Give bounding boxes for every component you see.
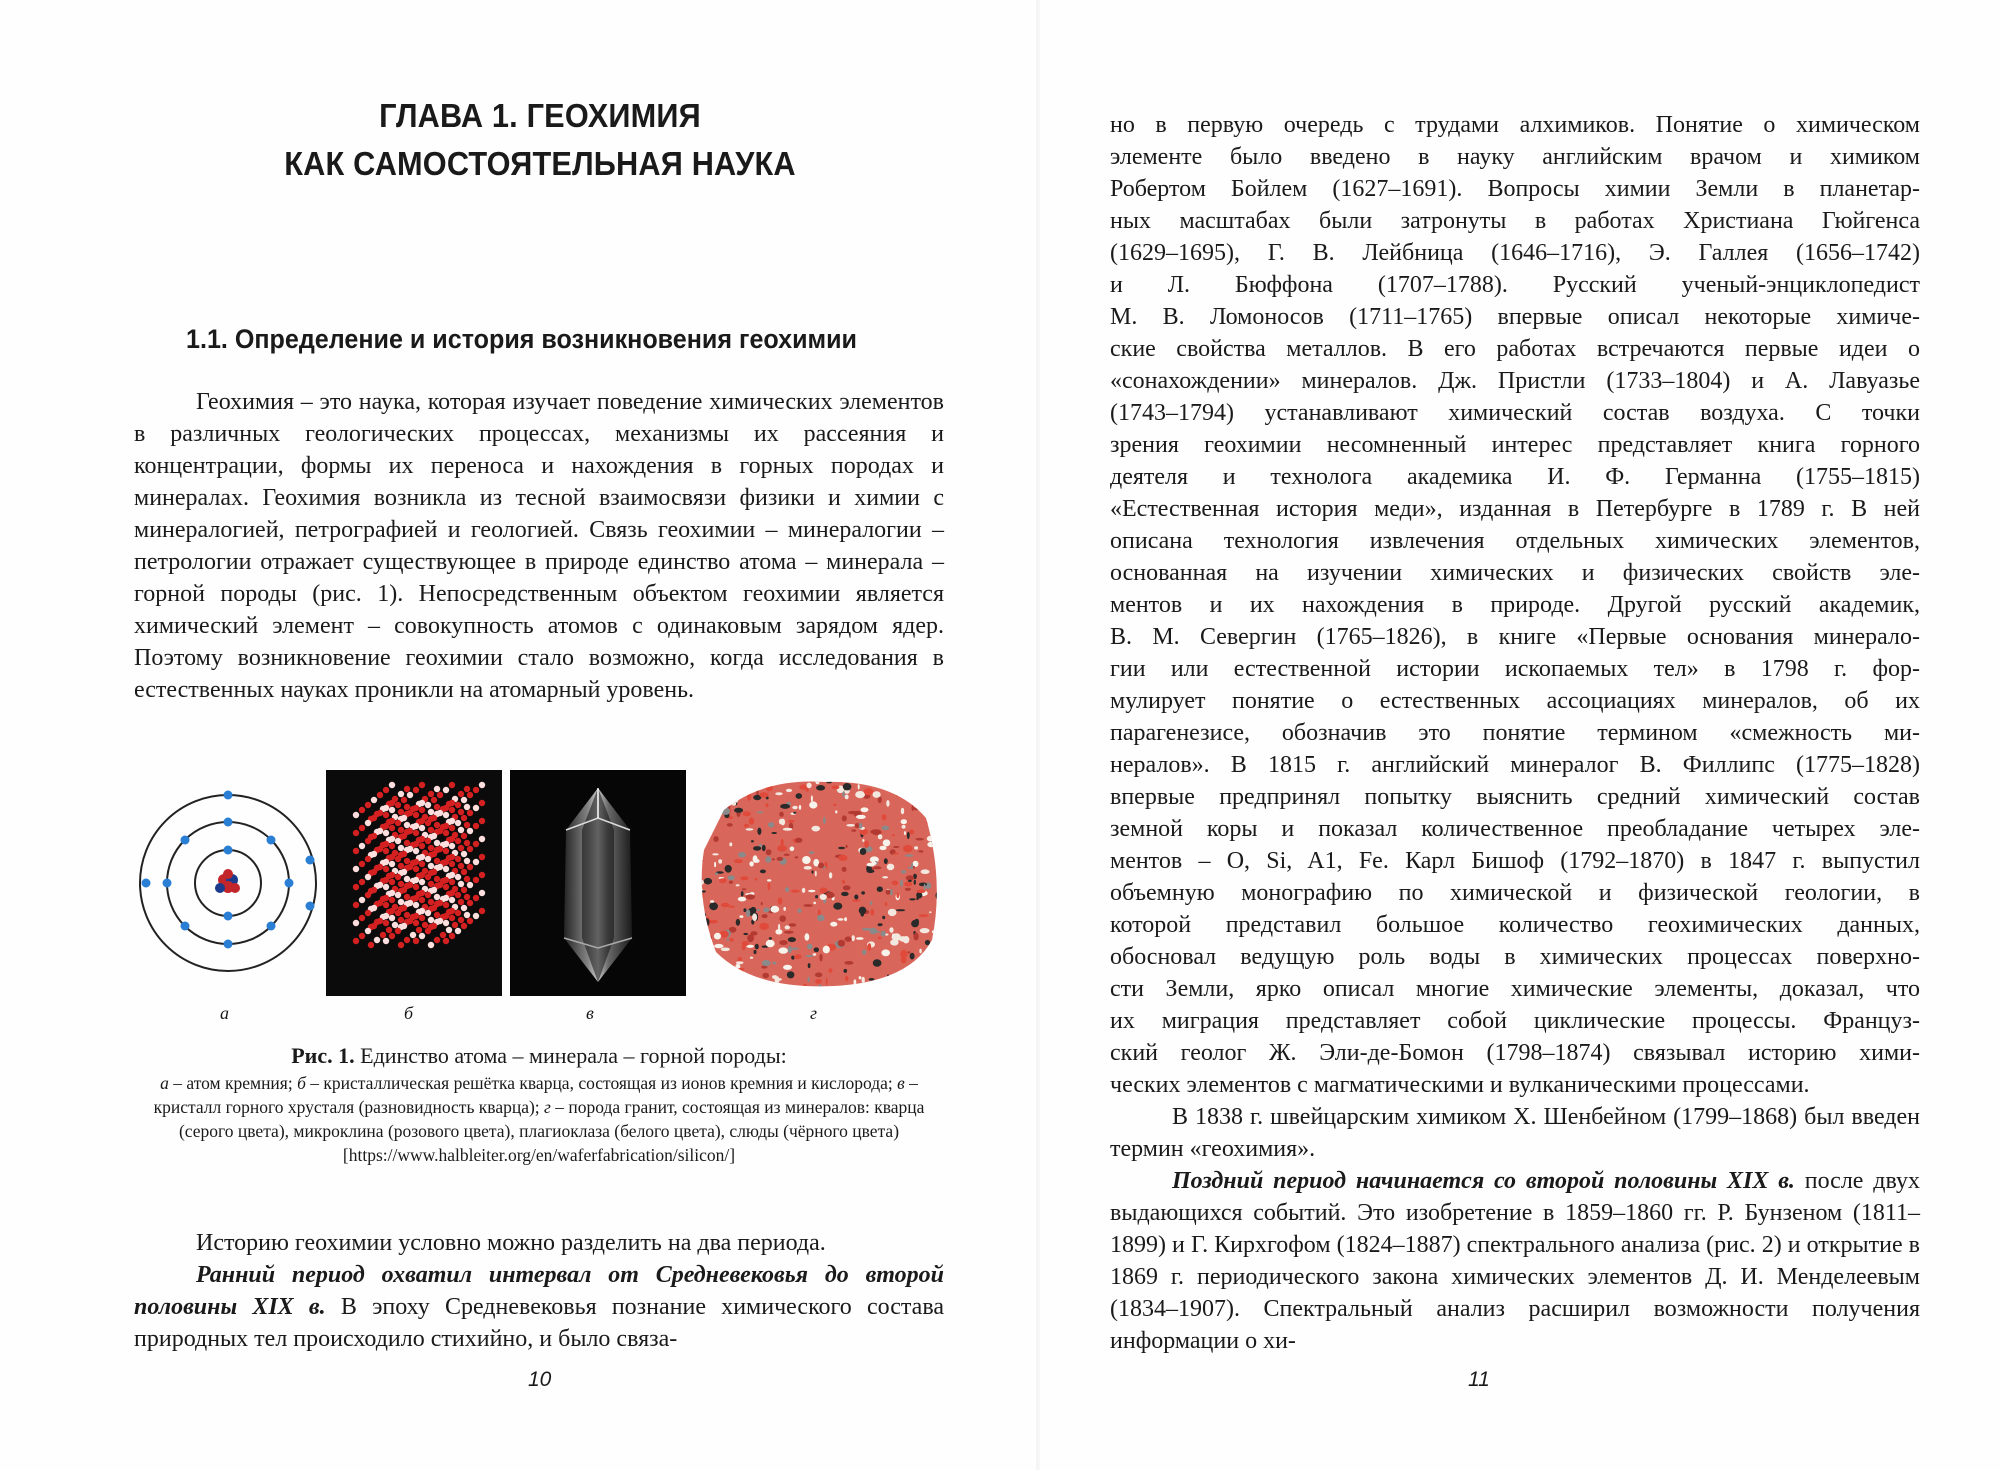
- right-text-line: В. М. Севергин (1765–1826), в книге «Первые основания минерало-: [1110, 624, 1920, 650]
- figure-letter-b: б: [404, 1003, 414, 1023]
- right-text-line: впервые предпринял попытку выяснить средний химический состав: [1110, 784, 1920, 810]
- figure-letter-d: г: [810, 1003, 818, 1023]
- left-body-text: [134, 386, 944, 706]
- right-text-line: нералов». В 1815 г. английский минералог В. Филлипс (1775–1828): [1110, 752, 1920, 778]
- right-page: [1040, 0, 2000, 1470]
- right-text-line: деятеля и технолога академика И. Ф. Германна (1755–1815): [1110, 464, 1920, 490]
- paragraph-early-period: Ранний период охватил интервал от Средневековья до второй половины XIX в. В эпоху Средневековья познание химического состава природных тел происходило стихийно, и было связа-: [134, 1262, 944, 1352]
- figure-caption: [134, 1041, 944, 1167]
- right-text-line: ментов и их нахождения в природе. Другой русский академик,: [1110, 592, 1920, 618]
- right-text-line: земной коры и показал количественное преобладание четырех эле-: [1110, 816, 1920, 842]
- right-text-line: ские свойства металлов. В его работах встречаются первые идеи о: [1110, 336, 1920, 362]
- page-number-right: 11: [1468, 1368, 1490, 1391]
- atom-illustration: [134, 770, 322, 996]
- right-text-line: М. В. Ломоносов (1711–1765) впервые описал некоторые химиче-: [1110, 304, 1920, 330]
- chapter-title-line2: КАК САМОСТОЯТЕЛЬНАЯ НАУКА: [284, 145, 796, 182]
- quartz-lattice-image: [326, 770, 502, 996]
- section-title: 1.1. Определение и история возникновения геохимии: [186, 324, 857, 354]
- paragraph-late-period: Поздний период начинается со второй половины XIX в. после двух выдающихся событий. Это изобретение в 1859–1860 гг. Р. Бунзеном (1811–1899) и Г. Кирхгофом (1824–1887) спектрального анализа (рис. 2) и открытие в 1869 г. периодического закона химических элементов Д. И. Менделеевым (1834–1907). Спектральный анализ расширил возможности получения информации о хи-: [1110, 1168, 1920, 1354]
- right-text-line: парагенезисе, обозначив это понятие термином «смежность ми-: [1110, 720, 1920, 746]
- right-body-text: [1110, 109, 1920, 1357]
- right-text-line: мулирует понятие о естественных ассоциациях минералов, об их: [1110, 688, 1920, 714]
- right-paragraph-continuation: [1110, 109, 1920, 1069]
- right-text-line: Робертом Бойлем (1627–1691). Вопросы химии Земли в планетар-: [1110, 176, 1920, 202]
- page-number-left: 10: [528, 1368, 552, 1391]
- paragraph-definition: Геохимия – это наука, которая изучает поведение химических элементов в различных геологических процессах, механизмы их рассеяния и концентрации, формы их переноса и нахождения в горных породах и минералах. Геохимия возникла из тесной взаимосвязи физики и химии с минералогией, петрографией и геологией. Связь геохимии – минералогии – петрологии отражает существующее в природе единство атома – минерала – горной породы (рис. 1). Непосредственным объектом геохимии является химический элемент – совокупность атомов с одинаковым зарядом ядер. Поэтому возникновение геохимии стало возможно, когда исследования в естественных науках проникли на атомарный уровень.: [134, 389, 944, 703]
- caption-source-link: [https://www.halbleiter.org/en/waferfabrication/silicon/]: [342, 1145, 736, 1165]
- right-text-line: обосновал ведущую роль воды в химических процессах поверхно-: [1110, 944, 1920, 970]
- right-line-last: ческих элементов с магматическими и вулканическими процессами.: [1110, 1072, 1810, 1098]
- right-text-line: ных масштабах были затронуты в работах Христиана Гюйгенса: [1110, 208, 1920, 234]
- right-text-line: основанная на изучении химических и физических свойств эле-: [1110, 560, 1920, 586]
- chapter-title: [168, 92, 912, 188]
- right-text-line: гии или естественной истории ископаемых тел» в 1798 г. фор-: [1110, 656, 1920, 682]
- figure-letter-c: в: [586, 1003, 594, 1023]
- right-text-line: (1743–1794) устанавливают химический состав воздуха. С точки: [1110, 400, 1920, 426]
- right-text-line: ментов – O, Si, A1, Fe. Карл Бишоф (1792–1870) в 1847 г. выпустил: [1110, 848, 1920, 874]
- right-text-line: но в первую очередь с трудами алхимиков. Понятие о химическом: [1110, 112, 1920, 138]
- caption-description: а – атом кремния; б – кристаллическая решётка кварца, состоящая из ионов кремния и кислорода; в – кристалл горного хрусталя (разновидность кварца); г – порода гранит, состоящая из минералов: кварца (серого цвета), микроклина (розового цвета), плагиоклаза (белого цвета), слюды (чёрного цвета): [153, 1073, 925, 1141]
- right-text-line: сти Земли, ярко описал многие химические элементы, доказал, что: [1110, 976, 1920, 1002]
- caption-title: Рис. 1. Единство атома – минерала – горной породы:: [291, 1043, 787, 1068]
- paragraph-geochemistry-term: В 1838 г. швейцарским химиком Х. Шенбейном (1799–1868) был введен термин «геохимия».: [1110, 1104, 1920, 1162]
- granite-image: [694, 770, 944, 996]
- left-bottom-text: [134, 1227, 944, 1355]
- chapter-title-line1: ГЛАВА 1. ГЕОХИМИЯ: [379, 97, 701, 134]
- figure-1: [134, 770, 944, 996]
- right-text-line: «сонахождении» минералов. Дж. Пристли (1733–1804) и А. Лавуазье: [1110, 368, 1920, 394]
- right-text-line: объемную монографию по химической и физической геологии, в: [1110, 880, 1920, 906]
- paragraph-periods: Историю геохимии условно можно разделить на два периода.: [196, 1230, 826, 1256]
- right-text-line: элементе было введено в науку английским врачом и химиком: [1110, 144, 1920, 170]
- right-text-line: которой представил большое количество геохимических данных,: [1110, 912, 1920, 938]
- right-text-line: (1629–1695), Г. В. Лейбница (1646–1716), Э. Галлея (1656–1742): [1110, 240, 1920, 266]
- rock-crystal-image: [510, 770, 686, 996]
- figure-letter-a: а: [220, 1003, 229, 1023]
- right-text-line: описана технология извлечения отдельных химических элементов,: [1110, 528, 1920, 554]
- right-text-line: и Л. Бюффона (1707–1788). Русский ученый-энциклопедист: [1110, 272, 1920, 298]
- right-text-line: ский геолог Ж. Эли-де-Бомон (1798–1874) связывал историю хими-: [1110, 1040, 1920, 1066]
- right-text-line: «Естественная история меди», изданная в Петербурге в 1789 г. В ней: [1110, 496, 1920, 522]
- right-text-line: их миграция представляет собой циклические процессы. Француз-: [1110, 1008, 1920, 1034]
- right-text-line: зрения геохимии несомненный интерес представляет книга горного: [1110, 432, 1920, 458]
